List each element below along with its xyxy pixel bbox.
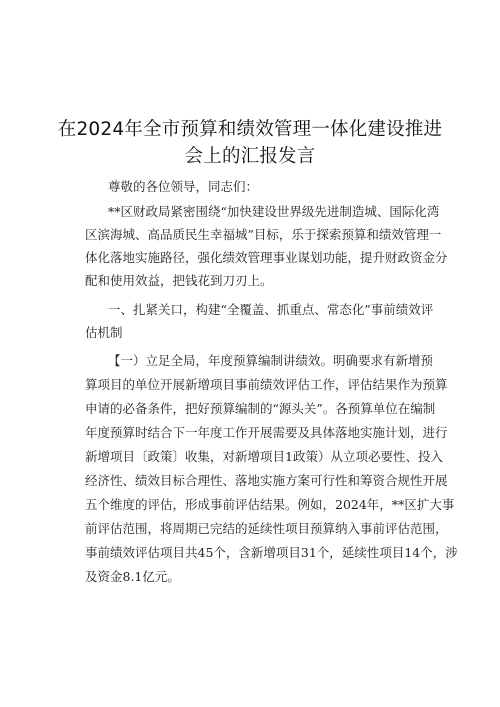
- paragraph-1-line: 区滨海城、高品质民生幸福城”目标，乐于探索预算和绩效管理一: [85, 227, 442, 242]
- paragraph-2-line: 申请的必备条件，把好预算编制的“源头关”。各预算单位在编制: [85, 401, 436, 416]
- paragraph-2-line: 前评估范围，将周期已完结的延续性项目预算纳入事前评估范围，: [85, 521, 448, 536]
- paragraph-1-line: **区财政局紧密围绕“加快建设世界级先进制造城、国际化湾: [108, 204, 440, 219]
- greeting: 尊敬的各位领导，同志们：: [108, 179, 259, 194]
- paragraph-2-line: 【一）立足全局，年度预算编制讲绩效。明确要求有新增预: [108, 353, 434, 368]
- paragraph-2-line: 新增项目〔政策〕收集，对新增项目1政策）从立项必要性、投入: [85, 449, 443, 464]
- document-title-line-1: 在2024年全市预算和绩效管理一体化建设推进: [57, 119, 443, 140]
- paragraph-2-line: 年度预算时结合下一年度工作开展需要及具体落地实施计划，进行: [85, 425, 448, 440]
- paragraph-2-line: 算项目的单位开展新增项目事前绩效评估工作，评估结果作为预算: [85, 377, 448, 392]
- section-heading-line: 估机制: [85, 325, 123, 340]
- document-title-line-2: 会上的汇报发言: [184, 146, 316, 167]
- paragraph-2-line: 五个维度的评估，形成事前评估结果。例如，2024年，**区扩大事: [85, 497, 455, 512]
- paragraph-1-line: 体化落地实施路径，强化绩效管理事业谋划功能，提升财政资金分: [85, 250, 448, 265]
- paragraph-2-line: 经济性、绩效目标合理性、落地实施方案可行性和筹资合规性开展: [85, 473, 448, 488]
- section-heading-line: 一、扎紧关口，构建“全覆盖、抓重点、常态化”事前绩效评: [108, 302, 434, 317]
- paragraph-2-line: 事前绩效评估项目共45个，含新增项目31个，延续性项目14个，涉: [85, 545, 458, 560]
- paragraph-1-line: 配和使用效益，把钱花到刀刃上。: [85, 273, 273, 288]
- paragraph-2-line: 及资金8.1亿元。: [85, 569, 180, 584]
